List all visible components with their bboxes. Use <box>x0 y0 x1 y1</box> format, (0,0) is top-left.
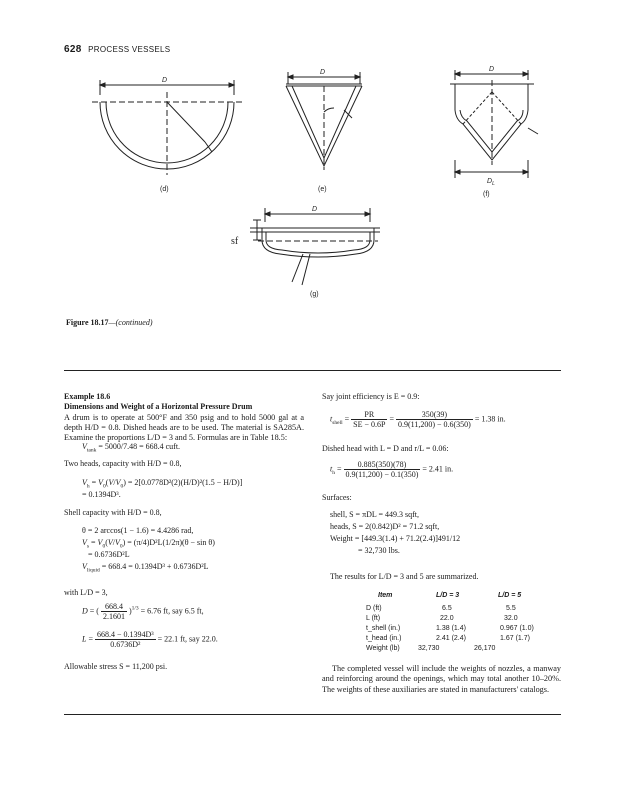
weight-result: = 32,730 lbs. <box>358 546 400 555</box>
eq-vs2: = 0.6736D²L <box>88 550 130 559</box>
table-cell: 1.38 (1.4) <box>436 625 466 632</box>
eq-vh2: = 0.1394D³. <box>82 490 121 499</box>
running-title: PROCESS VESSELS <box>88 45 171 54</box>
two-heads-text: Two heads, capacity with H/D = 0.8, <box>64 459 182 468</box>
table-row-label: t_head (in.) <box>366 635 402 642</box>
table-cell: 6.5 <box>442 605 452 612</box>
dim-D-g: D <box>312 206 318 213</box>
eq-D: D = ( $\frac{668.4}{2.1601}$ )$^{1/3}$ = 6.76 ft, say 6.5 ft, <box>82 602 204 621</box>
eq-t-head: $t_h$ = $\frac{0.885(350)(78)}{0.9(11,200) - 0.1(350)}$ = 2.41 in. <box>330 460 454 479</box>
eq-theta: θ = 2 arccos(1 − 1.6) = 4.4286 rad, <box>82 526 194 535</box>
joint-efficiency: Say joint efficiency is E = 0.9: <box>322 392 420 401</box>
label-e: (e) <box>318 186 327 193</box>
caption-label: Figure 18.17 <box>66 318 109 327</box>
table-row-label: Weight (lb) <box>366 645 400 652</box>
dim-D-f: D <box>489 66 495 73</box>
table-cell: 32,730 <box>418 645 440 652</box>
eq-L: L = $\frac{\text{668.4 − 0.1394D³}}{\text{0.6736D²}}$ = 22.1 ft, say 22.0. <box>82 630 218 649</box>
label-g: (g) <box>310 291 319 298</box>
heads-surface: heads, S = 2(0.842)D² = 71.2 sqft, <box>330 522 440 531</box>
label-d: (d) <box>160 186 169 193</box>
dim-DL-f: $D_L$ <box>487 178 495 187</box>
eq-vliq: $V_{liquid} = 668.4 = 0.1394D^3 + 0.6736D^2L$ <box>82 562 209 574</box>
figure-caption <box>66 318 153 327</box>
eq-vh1: $V_h = V_0(V/V_0) = 2[0.0778D^2(2)(H/D)^2(1.5 - H/D)]$ <box>82 478 243 490</box>
table-cell: 2.41 (2.4) <box>436 635 466 642</box>
table-header-item: Item <box>378 592 393 599</box>
caption-rest: —(continued) <box>108 318 153 327</box>
with-ld-text: with L/D = 3, <box>64 588 108 597</box>
table-row-label: D (ft) <box>366 605 382 612</box>
dished-head-text: Dished head with L = D and r/L = 0.06: <box>322 444 449 453</box>
table-cell: 32.0 <box>504 615 518 622</box>
label-f: (f) <box>483 191 490 198</box>
eq-vs1: $V_s = V_0(V/V_0) = (\pi/4)D^2L(1/2\pi)(\theta - \sin \theta)$ <box>82 538 215 550</box>
results-text: The results for L/D = 3 and 5 are summarized. <box>330 572 479 581</box>
surfaces-text: Surfaces: <box>322 493 352 502</box>
dim-D-e: D <box>320 69 326 76</box>
table-header-ld5: L/D = 5 <box>498 592 522 599</box>
table-row-label: L (ft) <box>366 615 381 622</box>
example-intro: A drum is to operate at 500°F and 350 psig and to hold 5000 gal at a depth H/D = 0.8. Dished heads are to be used. The material is SA285A. Examine the proportions L/D = 3 and 5. Formulas are in Table 18.5: <box>64 412 304 443</box>
sf-label: sf <box>231 236 239 247</box>
table-cell: 22.0 <box>440 615 454 622</box>
figure-g-dished-head <box>250 208 380 285</box>
table-header-ld3: L/D = 3 <box>436 592 460 599</box>
dim-D-d: D <box>162 77 168 84</box>
closing-text: The completed vessel will include the weights of nozzles, a manway and reinforcing around the openings, which may total another 10–20%. The weights of these auxiliaries are stated in manufacturers' catalogs. <box>322 664 561 694</box>
closing-paragraph <box>322 664 561 695</box>
example-title: Example 18.6 <box>64 392 111 401</box>
example-subtitle: Dimensions and Weight of a Horizontal Pressure Drum <box>64 402 253 412</box>
top-rule <box>64 370 561 371</box>
table-cell: 0.967 (1.0) <box>500 625 534 632</box>
left-column <box>64 392 304 443</box>
figure-drawings <box>0 0 621 320</box>
table-cell: 5.5 <box>506 605 516 612</box>
eq-t-shell: $t_{shell}$ = $\frac{PR}{SE - 0.6P}$ = $\frac{350(39)}{0.9(11,200) - 0.6(350)}$ = 1.38 in. <box>330 410 506 429</box>
shell-cap-text: Shell capacity with H/D = 0.8, <box>64 508 162 517</box>
shell-surface: shell, S = πDL = 449.3 sqft, <box>330 510 419 519</box>
figure-f-toriconical-head <box>450 70 538 178</box>
table-row-label: t_shell (in.) <box>366 625 401 632</box>
eq-vtank: $V_{tank} = 5000/7.48 = 668.4$ cuft. <box>82 442 181 454</box>
table-cell: 26,170 <box>474 645 496 652</box>
figure-e-conical-head <box>286 72 362 170</box>
figure-d-hemispherical-head <box>92 80 242 175</box>
page-number: 628 <box>64 44 82 55</box>
bottom-rule <box>64 714 561 715</box>
allowable-stress: Allowable stress S = 11,200 psi. <box>64 662 168 671</box>
weight-eq: Weight = [449.3(1.4) + 71.2(2.4)]491/12 <box>330 534 461 543</box>
table-cell: 1.67 (1.7) <box>500 635 530 642</box>
